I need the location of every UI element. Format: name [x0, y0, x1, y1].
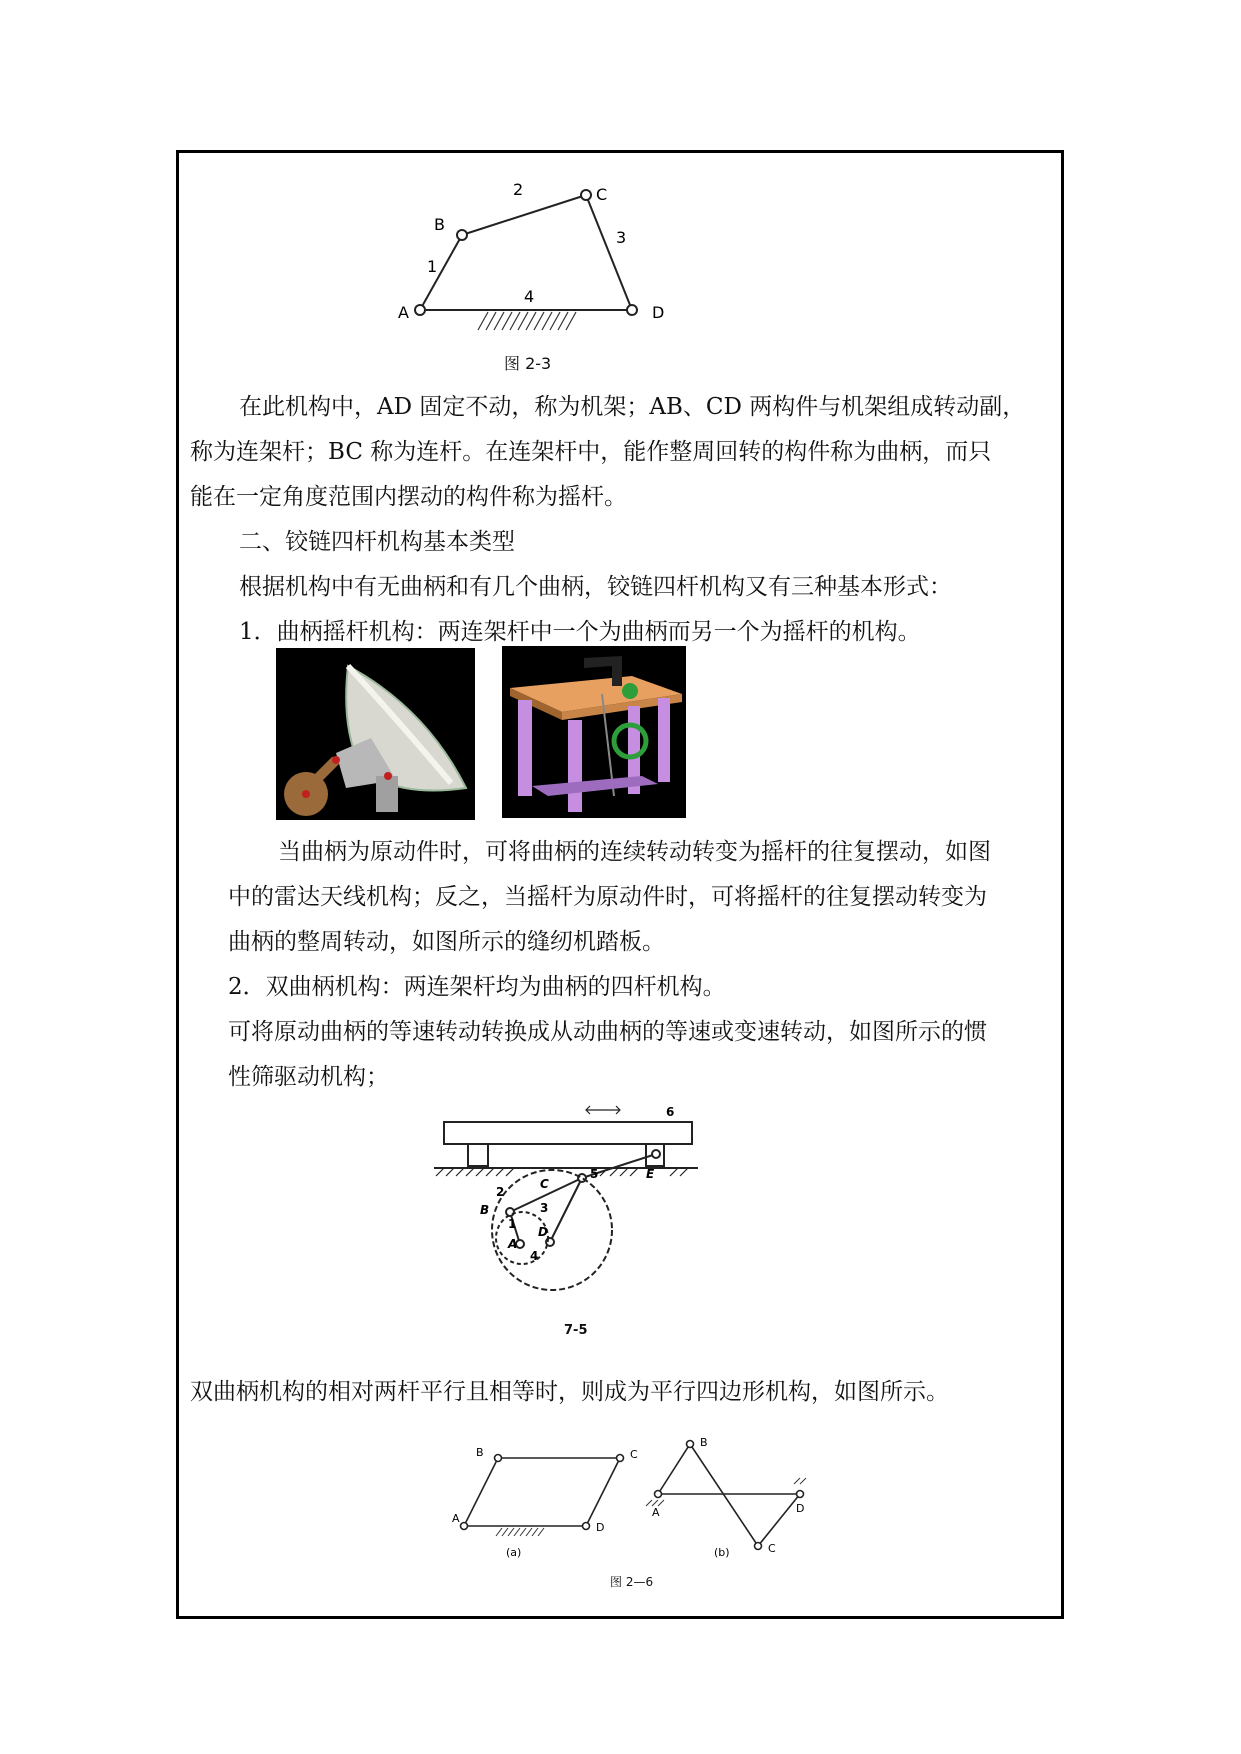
figure-7-5-inertial-screen [430, 1100, 710, 1300]
paragraph-3-line-1: 当曲柄为原动件时，可将曲柄的连续转动转变为摇杆的往复摆动，如图 [278, 839, 991, 865]
label-6: 6 [666, 1105, 675, 1119]
fig-b-label-D: D [796, 1502, 805, 1515]
paragraph-2: 根据机构中有无曲柄和有几个曲柄，铰链四杆机构又有三种基本形式： [239, 574, 952, 600]
label-4: 4 [530, 1249, 539, 1263]
figure-2-3-caption: 图 2-3 [504, 354, 552, 373]
paragraph-4-line-1: 可将原动曲柄的等速转动转换成从动曲柄的等速或变速转动，如图所示的惯 [228, 1019, 987, 1045]
paragraph-4-line-2: 性筛驱动机构； [228, 1064, 389, 1090]
fig-a-label-D: D [596, 1521, 605, 1534]
fig-b-sublabel: (b) [714, 1546, 730, 1559]
label-link-4: 4 [524, 287, 535, 306]
fig-b-label-C: C [768, 1542, 776, 1555]
radar-antenna-image [276, 648, 475, 820]
label-B: B [434, 215, 445, 234]
label-link-1: 1 [427, 257, 438, 276]
fig-a-label-A: A [452, 1512, 460, 1525]
fig-b-label-B: B [700, 1436, 708, 1449]
label-3: 3 [540, 1201, 549, 1215]
label-link-3: 3 [616, 228, 627, 247]
fig-a-sublabel: (a) [506, 1546, 522, 1559]
list-item-1: 1．曲柄摇杆机构：两连架杆中一个为曲柄而另一个为摇杆的机构。 [239, 619, 921, 645]
fig-a-label-C: C [630, 1448, 638, 1461]
list-item-2: 2．双曲柄机构：两连架杆均为曲柄的四杆机构。 [228, 974, 726, 1000]
label-B: B [480, 1203, 490, 1217]
section-heading-2: 二、铰链四杆机构基本类型 [239, 529, 515, 555]
label-5: 5 [590, 1167, 599, 1181]
paragraph-1-line-3: 能在一定角度范围内摆动的构件称为摇杆。 [190, 484, 627, 510]
label-1: 1 [508, 1217, 517, 1231]
label-A: A [508, 1237, 518, 1251]
sewing-machine-image [502, 646, 686, 818]
paragraph-3-line-3: 曲柄的整周转动，如图所示的缝纫机踏板。 [228, 929, 665, 955]
label-E: E [646, 1167, 655, 1181]
label-C: C [540, 1177, 549, 1191]
paragraph-5: 双曲柄机构的相对两杆平行且相等时，则成为平行四边形机构，如图所示。 [190, 1379, 949, 1405]
label-C: C [596, 185, 608, 204]
figure-2-6-parallelogram [450, 1436, 830, 1576]
label-D: D [538, 1225, 548, 1239]
paragraph-3-line-2: 中的雷达天线机构；反之，当摇杆为原动件时，可将摇杆的往复摆动转变为 [228, 884, 987, 910]
fig-a-label-B: B [476, 1446, 484, 1459]
paragraph-1-line-1: 在此机构中，AD 固定不动，称为机架；AB、CD 两构件与机架组成转动副， [239, 394, 1026, 420]
label-D: D [652, 303, 665, 322]
label-link-2: 2 [513, 180, 524, 199]
figure-2-6-caption: 图 2—6 [610, 1575, 654, 1589]
paragraph-1-line-2: 称为连架杆；BC 称为连杆。在连架杆中，能作整周回转的构件称为曲柄，而只 [190, 439, 992, 465]
figure-7-5-caption: 7-5 [564, 1323, 588, 1338]
label-2: 2 [496, 1185, 505, 1199]
label-A: A [398, 303, 409, 322]
figure-2-3-linkage [390, 180, 690, 340]
fig-b-label-A: A [652, 1506, 660, 1519]
